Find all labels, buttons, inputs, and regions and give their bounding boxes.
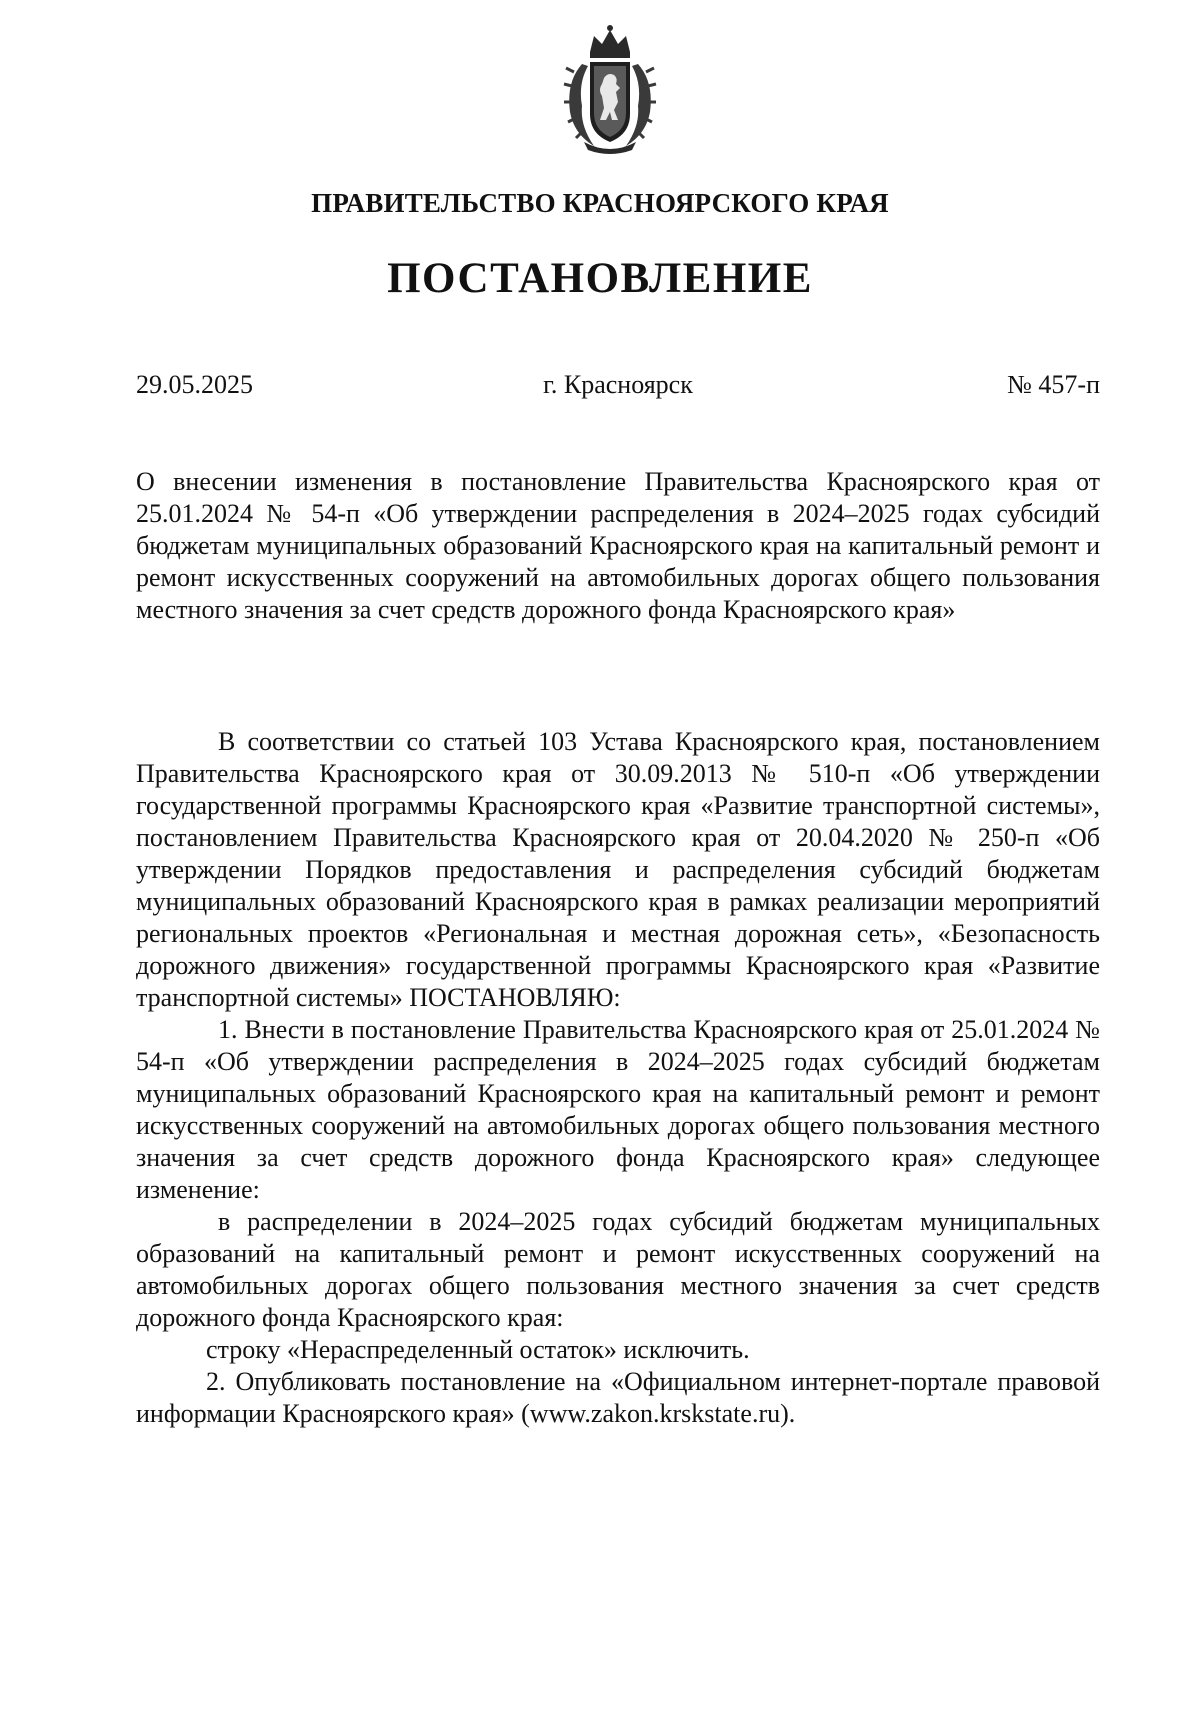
document-meta-row xyxy=(136,370,1100,410)
document-body xyxy=(136,726,1100,1430)
document-type: ПОСТАНОВЛЕНИЕ xyxy=(387,255,813,302)
krasnoyarsk-coat-of-arms-icon xyxy=(560,22,660,156)
title-text: О внесении изменения в постановление Правительства Красноярского края от 25.01.2024 № 54-п «Об утверждении распределения в 2024–2025 годах субсидий бюджетам муниципальных образований Красноярского края на капитальный ремонт и ремонт искусственных сооружений на автомобильных дорогах общего пользования местного значения за счет средств дорожного фонда Красноярского края» xyxy=(136,467,1100,624)
item-1-action-paragraph: строку «Нераспределенный остаток» исключить. xyxy=(206,1335,750,1364)
organization-name: ПРАВИТЕЛЬСТВО КРАСНОЯРСКОГО КРАЯ xyxy=(311,188,889,218)
item-2-paragraph: 2. Опубликовать постановление на «Официальном интернет-портале правовой информации Красноярского края» (www.zakon.krskstate.ru). xyxy=(136,1367,1100,1428)
item-1-detail-paragraph: в распределении в 2024–2025 годах субсидий бюджетам муниципальных образований на капитальный ремонт и ремонт искусственных сооружений на автомобильных дорогах общего пользования местного значения за счет средств дорожного фонда Красноярского края: xyxy=(136,1207,1100,1332)
document-number: № 457-п xyxy=(1007,370,1100,399)
document-date: 29.05.2025 xyxy=(136,370,253,399)
preamble-paragraph: В соответствии со статьей 103 Устава Красноярского края, постановлением Правительства Красноярского края от 30.09.2013 № 510-п «Об утверждении государственной программы Красноярского края «Развитие транспортной системы», постановлением Правительства Красноярского края от 20.04.2020 № 250-п «Об утверждении Порядков предоставления и распределения субсидий бюджетам муниципальных образований Красноярского края в рамках реализации мероприятий региональных проектов «Региональная и местная дорожная сеть», «Безопасность дорожного движения» государственной программы Красноярского края «Развитие транспортной системы» ПОСТАНОВЛЯЮ: xyxy=(136,727,1100,1012)
document-city: г. Красноярск xyxy=(543,370,693,399)
item-1-paragraph: 1. Внести в постановление Правительства Красноярского края от 25.01.2024 № 54-п «Об утверждении распределения в 2024–2025 годах субсидий бюджетам муниципальных образований Красноярского края на капитальный ремонт и ремонт искусственных сооружений на автомобильных дорогах общего пользования местного значения за счет средств дорожного фонда Красноярского края» следующее изменение: xyxy=(136,1015,1100,1204)
document-title xyxy=(136,466,1100,626)
